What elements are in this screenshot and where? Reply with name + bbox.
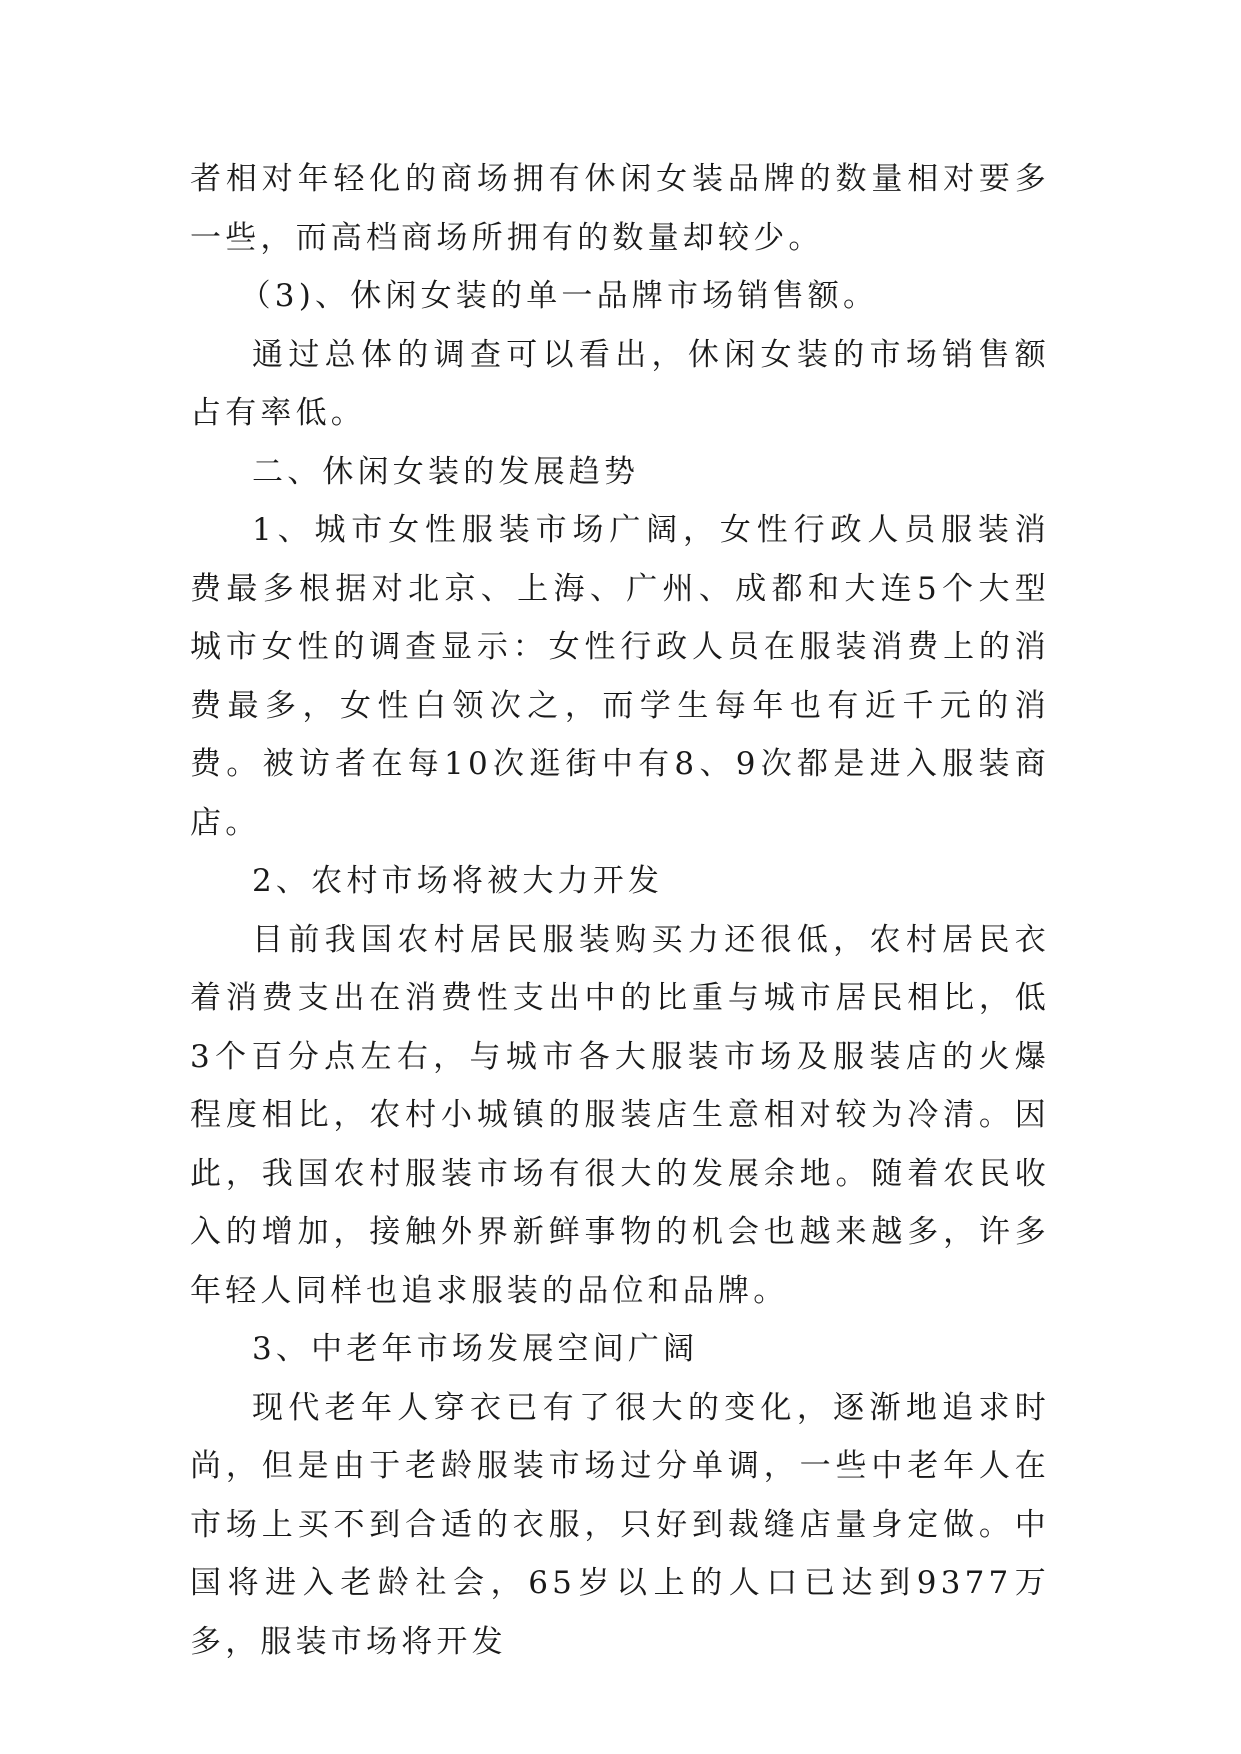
paragraph-2: （3)、休闲女装的单一品牌市场销售额。 (239, 278, 879, 314)
paragraph-1: 者相对年轻化的商场拥有休闲女装品牌的数量相对要多一些，而高档商场所拥有的数量却较少。 (190, 161, 1050, 256)
subheading-elderly-market: 3、中老年市场发展空间广阔 (252, 1331, 699, 1367)
paragraph-3: 通过总体的调查可以看出，休闲女装的市场销售额占有率低。 (190, 336, 1050, 431)
subheading-rural-market: 2、农村市场将被大力开发 (252, 863, 664, 899)
paragraph-7: 目前我国农村居民服装购买力还很低，农村居民衣着消费支出在消费性支出中的比重与城市居民相比，低3个百分点左右，与城市各大服装市场及服装店的火爆程度相比，农村小城镇的服装店生意相对较为冷清。因此，我国农村服装市场有很大的发展余地。随着农民收入的增加，接触外界新鲜事物的机会也越来越多，许多年轻人同样也追求服装的品位和品牌。 (190, 921, 1050, 1309)
document-body (190, 150, 1050, 1671)
paragraph-5: 1、城市女性服装市场广阔，女性行政人员服装消费最多根据对北京、上海、广州、成都和大连5个大型城市女性的调查显示：女性行政人员在服装消费上的消费最多，女性白领次之，而学生每年也有近千元的消费。被访者在每10次逛街中有8、9次都是进入服装商店。 (190, 512, 1050, 841)
paragraph-9: 现代老年人穿衣已有了很大的变化，逐渐地追求时尚，但是由于老龄服装市场过分单调，一些中老年人在市场上买不到合适的衣服，只好到裁缝店量身定做。中国将进入老龄社会，65岁以上的人口已达到9377万多，服装市场将开发 (190, 1389, 1050, 1660)
section-heading-2: 二、休闲女装的发展趋势 (252, 453, 640, 490)
